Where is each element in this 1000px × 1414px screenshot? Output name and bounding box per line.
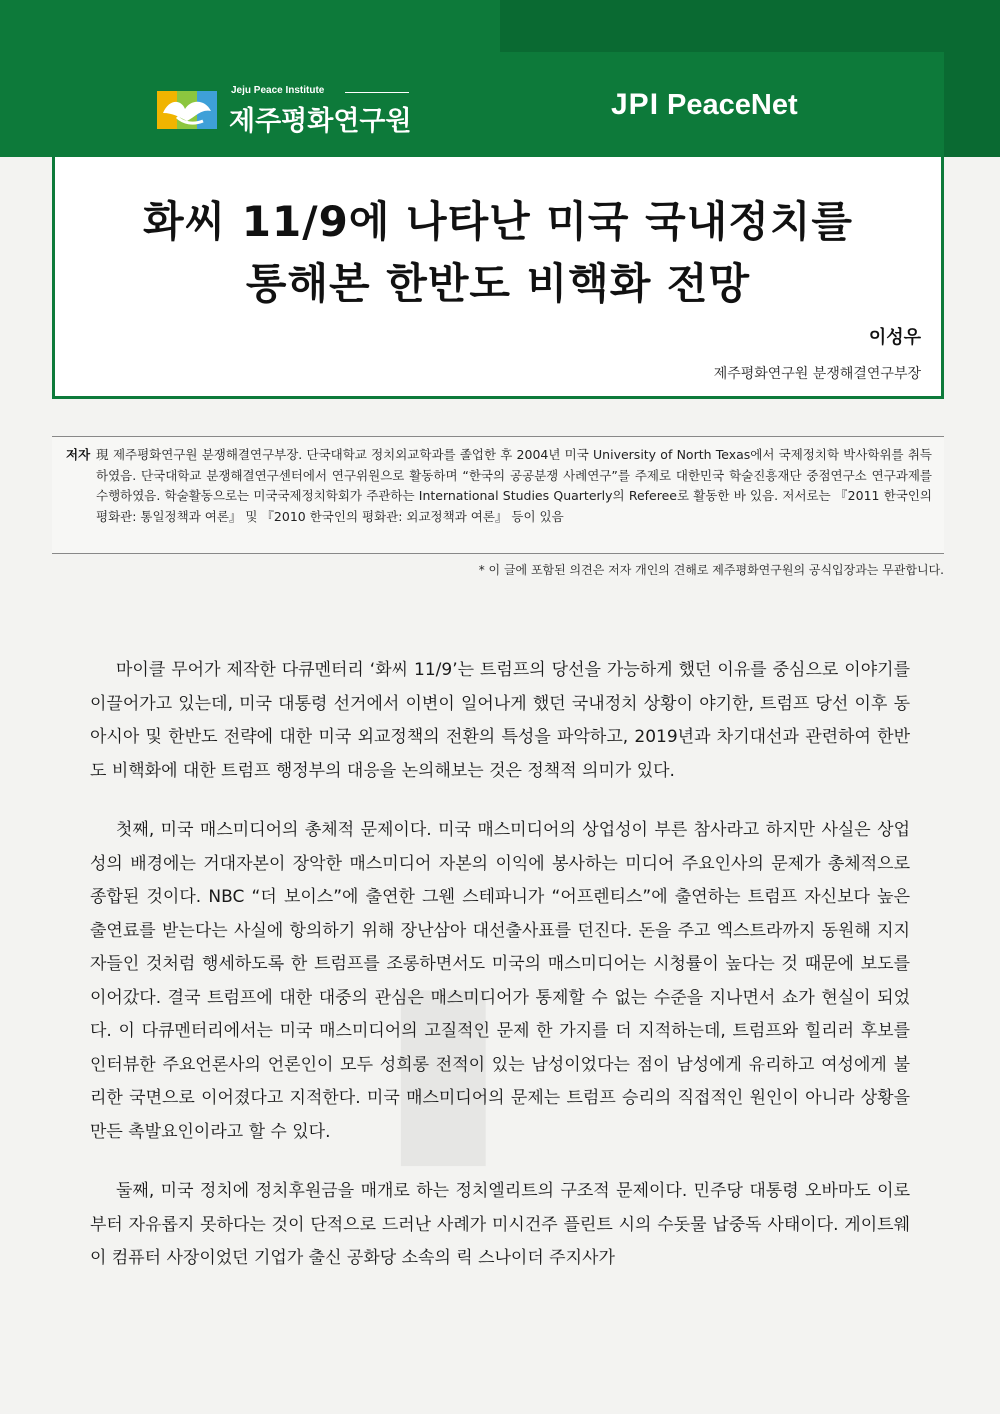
logo-rule [345,92,409,93]
institute-name-en: Jeju Peace Institute [231,85,325,96]
disclaimer: * 이 글에 포함된 의견은 저자 개인의 견해로 제주평화연구원의 공식입장과는 무관합니다. [478,563,944,577]
paragraph-1: 마이클 무어가 제작한 다큐멘터리 ‘화씨 11/9’는 트럼프의 당선을 가능하게 했던 이유를 중심으로 이야기를 이끌어가고 있는데, 미국 대통령 선거에서 이변이 일어나게 했던 국내정치 상황이 야기한, 트럼프 당선 이후 동아시아 및 한반도 전략에 대한 미국 외교정책의 전환의 특성을 파악하고, 2019년과 차기대선과 관련하여 한반도 비핵화에 대한 트럼프 행정부의 대응을 논의해보는 것은 정책적 의미가 있다. [90,660,910,781]
peacenet-wordmark: PeaceNet [667,89,798,121]
dove-logo-icon [155,87,225,133]
jeju-peace-institute-logo [155,85,435,135]
title-box [52,52,944,399]
bio-text: 現 제주평화연구원 분쟁해결연구부장. 단국대학교 정치외교학과를 졸업한 후 2004년 미국 University of North Texas에서 국제정치학 박사학위를 취득하였음. 단국대학교 분쟁해결연구센터에서 연구위원으로 활동하며 “한국의 공공분쟁 사례연구”를 주제로 대한민국 학술진흥재단 중점연구소 연구과제를 수행하였음. 학술활동으로는 미국국제정치학회가 주관하는 International Studies Quarterly의 Referee로 활동한 바 있음. 저서로는 『2011 한국인의 평화관: 통일정책과 여론』 및 『2010 한국인의 평화관: 외교정책과 여론』 등이 있음 [96,447,932,524]
article-body [90,654,910,1302]
paragraph-3: 둘째, 미국 정치에 정치후원금을 매개로 하는 정치엘리트의 구조적 문제이다. 민주당 대통령 오바마도 이로부터 자유롭지 못하다는 것이 단적으로 드러난 사례가 미시건주 플린트 시의 수돗물 납중독 사태이다. 게이트웨이 컴퓨터 사장이었던 기업가 출신 공화당 소속의 릭 스나이더 주지사가 [90,1181,910,1268]
watermark: ▮ [380,926,507,1193]
institute-name-ko: 제주평화연구원 [229,106,412,137]
paragraph-2: 첫째, 미국 매스미디어의 총체적 문제이다. 미국 매스미디어의 상업성이 부른 참사라고 하지만 사실은 상업성의 배경에는 거대자본이 장악한 매스미디어 자본의 이익에 봉사하는 미디어 주요인사의 문제가 총체적으로 종합된 것이다. NBC “더 보이스”에 출연한 그웬 스테파니가 “어프렌티스”에 출연하는 트럼프 자신보다 높은 출연료를 받는다는 사실에 항의하기 위해 장난삼아 대선출사표를 던진다. 돈을 주고 엑스트라까지 동원해 지지자들인 것처럼 행세하도록 한 트럼프를 조롱하면서도 미국의 매스미디어는 시청률이 높다는 것 때문에 보도를 이어갔다. 결국 트럼프에 대한 대중의 관심은 매스미디어가 통제할 수 없는 수준을 지나면서 쇼가 현실이 되었다. 이 다큐멘터리에서는 미국 매스미디어의 고질적인 문제 한 가지를 더 지적하는데, 트럼프와 힐리러 후보를 인터뷰한 주요언론사의 언론인이 모두 성희롱 전적이 있는 남성이었다는 점이 남성에게 유리하고 여성에게 불리한 국면으로 이어졌다고 지적한다. 미국 매스미디어의 문제는 트럼프 승리의 직접적인 원인이 아니라 상황을 만든 촉발요인이라고 할 수 있다. [90,820,910,1142]
peacenet-logo [611,88,798,128]
jpi-wordmark: JPI [611,88,660,121]
bio-label: 저자 [66,447,91,462]
author-name: 이성우 [868,327,921,348]
title-line-1: 화씨 11/9에 나타난 미국 국내정치를 [143,197,853,246]
author-affiliation: 제주평화연구원 분쟁해결연구부장 [713,366,921,382]
title-line-2: 통해본 한반도 비핵화 전망 [245,259,751,308]
author-bio-box [52,436,944,554]
